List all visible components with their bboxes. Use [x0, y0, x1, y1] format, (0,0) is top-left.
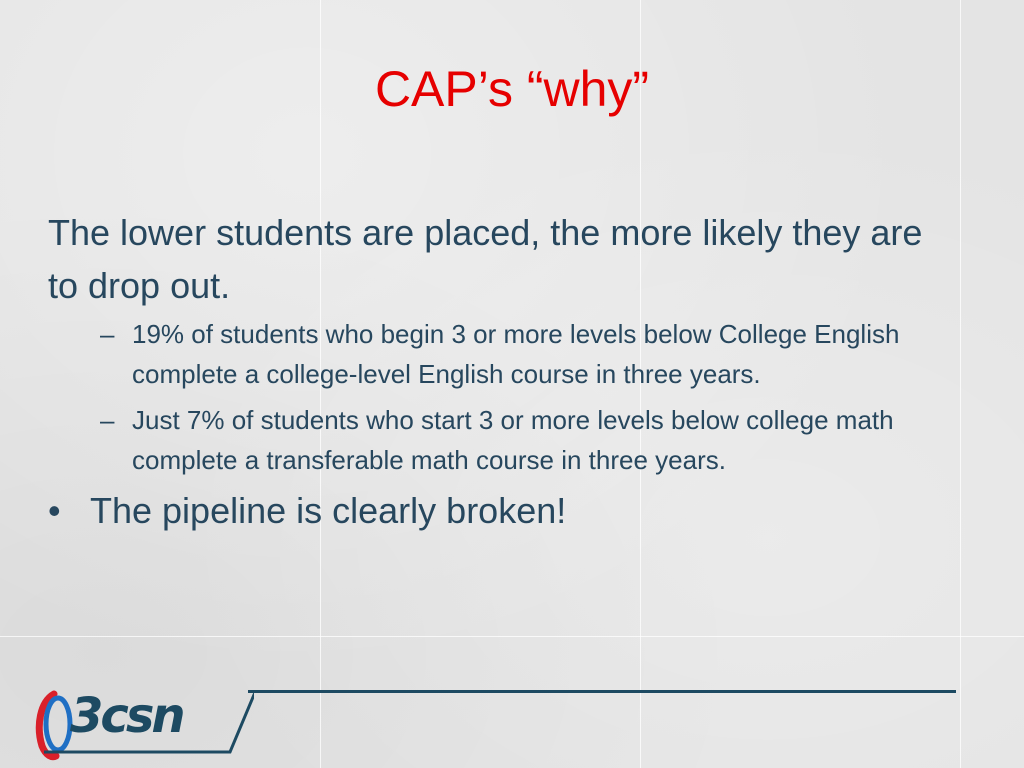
- slide-title: CAP’s “why”: [374, 61, 650, 117]
- grid-line: [0, 636, 1024, 637]
- footer-rule: [248, 690, 956, 693]
- subpoint-marker: –: [100, 319, 115, 349]
- bullet-marker: •: [48, 490, 61, 531]
- subpoint-marker: –: [100, 405, 115, 435]
- logo-text: 3csn: [70, 688, 183, 744]
- subpoint: [48, 400, 948, 480]
- subpoint: [48, 314, 948, 394]
- slide-body: [48, 206, 948, 536]
- lead-statement: The lower students are placed, the more likely they are to drop out.: [48, 212, 923, 306]
- subpoint-text: Just 7% of students who start 3 or more levels below college math complete a transferable math course in three years.: [132, 405, 894, 475]
- bullet-text: The pipeline is clearly broken!: [90, 490, 567, 531]
- 3csn-logo: [34, 686, 254, 762]
- subpoint-text: 19% of students who begin 3 or more levels below College English complete a college-level English course in three years.: [132, 319, 900, 389]
- bullet-point: [48, 486, 948, 536]
